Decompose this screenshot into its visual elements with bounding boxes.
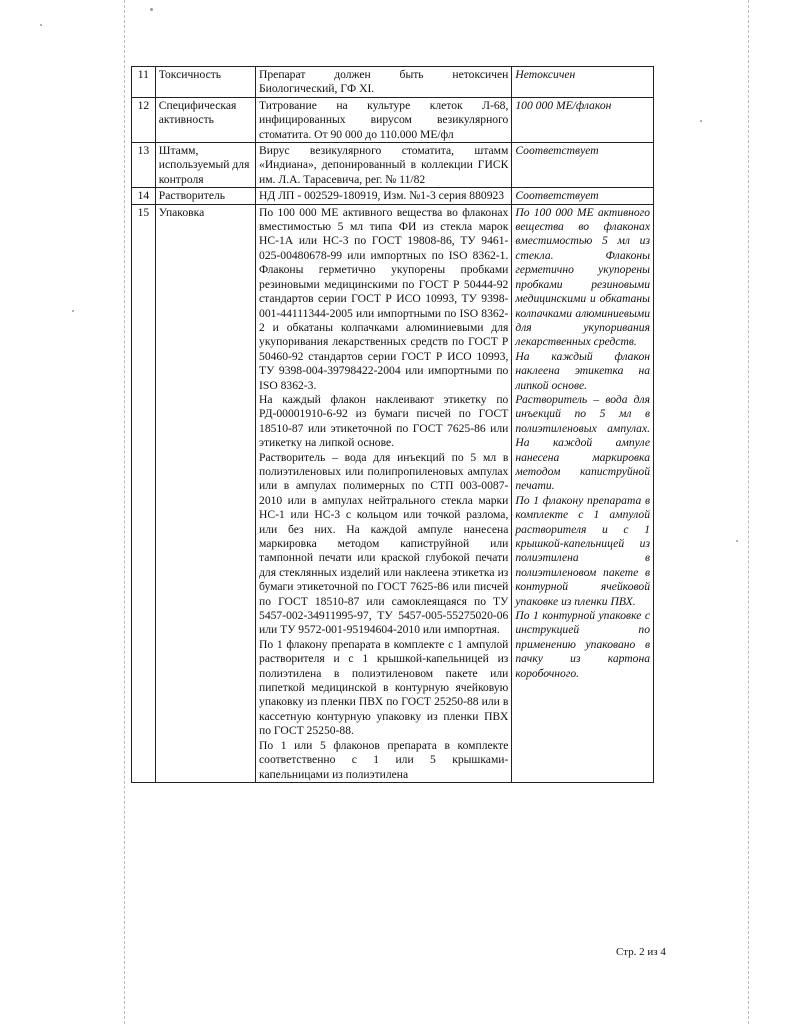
result-paragraph: На каждый флакон наклеена этикетка на липкой основе.	[515, 349, 650, 392]
row-number: 15	[132, 204, 156, 782]
parameter-name: Штамм, используемый для контроля	[155, 143, 255, 188]
requirement-paragraph: Препарат должен быть нетоксичен Биологический, ГФ XI.	[259, 68, 509, 96]
scan-speck	[40, 24, 42, 26]
requirement-paragraph: На каждый флакон наклеивают этикетку по РД-00001910-6-92 из бумаги писчей по ГОСТ 18510-87 или этикеточной по ГОСТ 7625-86 или этикетку на липкой основе.	[259, 392, 509, 450]
result-cell	[512, 143, 654, 188]
table-row	[132, 188, 654, 204]
specification-table	[131, 66, 654, 783]
requirement-paragraph: По 1 или 5 флаконов препарата в комплекте соответственно с 1 или 5 крышками-капельницами из полиэтилена	[259, 738, 509, 781]
result-paragraph: Нетоксичен	[515, 68, 576, 81]
scan-speck	[700, 120, 702, 122]
result-cell	[512, 188, 654, 204]
table-row	[132, 97, 654, 142]
row-number: 14	[132, 188, 156, 204]
requirement-cell	[256, 67, 512, 98]
requirement-paragraph: По 1 флакону препарата в комплекте с 1 ампулой растворителя и с 1 крышкой-капельницей из полиэтилена в полиэтиленовом пакете или пипеткой медицинской в контурную ячейковую упаковку из пленки ПВХ по ГОСТ 25250-88 или в кассетную контурную упаковку из пленки ПВХ по ГОСТ 25250-88.	[259, 637, 509, 738]
table-row	[132, 204, 654, 782]
requirement-paragraph: По 100 000 МЕ активного вещества во флаконах вместимостью 5 мл типа ФИ из стекла марок НС-1А или НС-3 по ГОСТ 19808-86, ТУ 9461-025-00480678-99 или импортных по ISO 8362-1. Флаконы герметично укупорены пробками резиновыми медицинскими по ГОСТ Р 50444-92 стандартов серии ГОСТ Р ИСО 10993, ТУ 9398-001-44111344-2005 или импортными по ISO 8362-2 и обкатаны колпачками алюминиевыми для укупоривания лекарственных средств по ГОСТ Р 50460-92 стандартов серии ГОСТ Р ИСО 10993, ТУ 9398-004-39798422-2004 или импортными по ISO 8362-3.	[259, 205, 509, 392]
result-paragraph: 100 000 МЕ/флакон	[515, 98, 612, 112]
scan-speck	[72, 310, 74, 312]
row-number: 13	[132, 143, 156, 188]
parameter-name: Упаковка	[155, 204, 255, 782]
parameter-name: Специфическая активность	[155, 97, 255, 142]
table-row	[132, 143, 654, 188]
scan-speck	[736, 540, 738, 542]
result-paragraph: По 1 флакону препарата в комплекте с 1 ампулой растворителя и с 1 крышкой-капельницей из полиэтилена в полиэтиленовом пакете в контурной ячейковой упаковке из пленки ПВХ.	[515, 493, 650, 608]
requirement-paragraph: НД ЛП - 002529-180919, Изм. №1-3 серия 880923	[259, 189, 505, 203]
result-cell	[512, 67, 654, 98]
requirement-cell	[256, 143, 512, 188]
scan-edge-right	[748, 0, 749, 1024]
result-cell	[512, 97, 654, 142]
table-row	[132, 67, 654, 98]
requirement-cell	[256, 97, 512, 142]
result-paragraph: Соответствует	[515, 144, 599, 158]
requirement-paragraph: Вирус везикулярного стоматита, штамм «Индиана», депонированный в коллекции ГИСК им. Л.А. Тарасевича, рег. № 11/82	[259, 144, 509, 186]
row-number: 12	[132, 97, 156, 142]
parameter-name: Токсичность	[155, 67, 255, 98]
result-paragraph: По 1 контурной упаковке с инструкцией по применению упаковано в пачку из картона коробочного.	[515, 609, 650, 680]
parameter-name: Растворитель	[155, 188, 255, 204]
result-paragraph: Растворитель – вода для инъекций по 5 мл в полиэтиленовых ампулах. На каждой ампуле нанесена маркировка методом капиструйной печати.	[515, 392, 650, 493]
row-number: 11	[132, 67, 156, 98]
scan-edge-left	[124, 0, 125, 1024]
result-paragraph: Соответствует	[515, 189, 599, 203]
requirement-paragraph: Растворитель – вода для инъекций по 5 мл в полиэтиленовых или полипропиленовых ампулах или в ампулах полимерных по СТП 003-0087-2010 или в ампулах нейтрального стекла марки НС-1 или НС-3 с кольцом или точкой разлома, или без них. На каждой ампуле нанесена маркировка методом капиструйной или тампонной печати или краской глубокой печати для стеклянных изделий или наклеена этикетка из бумаги этикеточной по ГОСТ 7625-86 или писчей по ГОСТ 18510-87 или самоклеящаяся по ТУ 5457-002-34911995-97, ТУ 5457-005-55275020-06 или ТУ 9572-001-95194604-2010 или импортная.	[259, 450, 509, 637]
requirement-paragraph: Титрование на культуре клеток Л-68, инфицированных вирусом везикулярного стоматита. От 90 000 до 110.000 МЕ/фл	[259, 98, 509, 141]
requirement-cell	[256, 188, 512, 204]
scan-speck	[150, 8, 153, 11]
result-cell	[512, 204, 654, 782]
page-number: Стр. 2 из 4	[616, 946, 666, 958]
result-paragraph: По 100 000 МЕ активного вещества во флаконах вместимостью 5 мл из стекла. Флаконы герметично укупорены пробками резиновыми медицинскими и обкатаны колпачками алюминиевыми для укупоривания лекарственных средств.	[515, 205, 650, 349]
requirement-cell	[256, 204, 512, 782]
